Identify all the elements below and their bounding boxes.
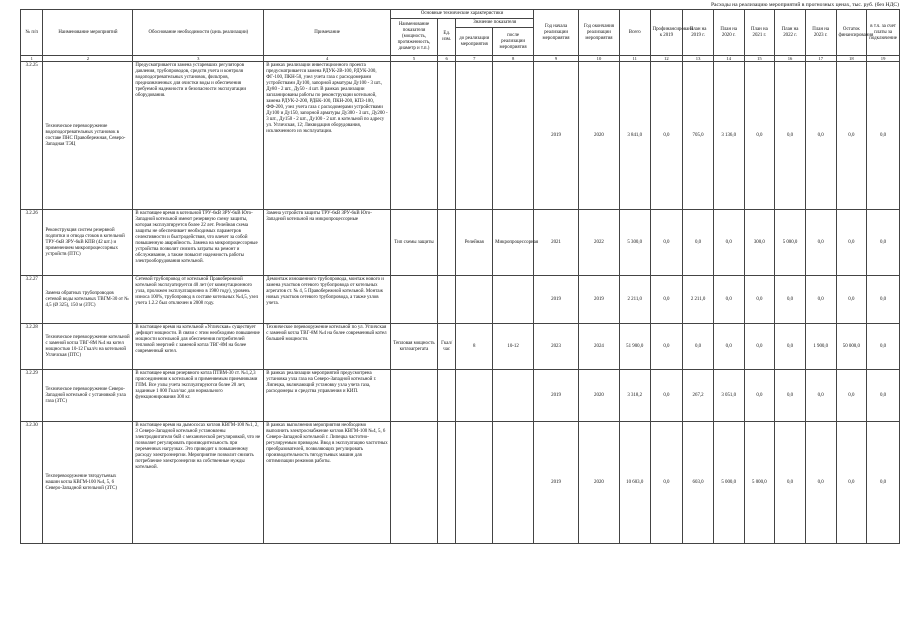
measure-reason: В настоящее время резервного котла ПТВМ-30 ст. №1,2,3 присоединения к котельной и применяемым приемниками ГПМ. Все узлы учета эксплуатируются более 20 лет, заданные 1 000 Гкал/час для нормального функционирования 300 кг. [133, 370, 264, 422]
table-row [21, 62, 900, 210]
cost-financed: 0,0 [650, 370, 683, 422]
cost-rest: 0,0 [836, 62, 867, 210]
column-number: 17 [805, 56, 836, 62]
cost-2023: 0,0 [805, 210, 836, 276]
value-before [456, 276, 493, 324]
measures-table [20, 9, 900, 544]
cost-2022: 0,0 [775, 62, 806, 210]
end-year: 2020 [579, 62, 620, 210]
param-name [390, 370, 437, 422]
measure-note: В рамках выполнения мероприятия необходимо выполнить электроснабжение котлов КВГМ-100 №4, 5, 6 Северо-Западной котельной г. Липецка частотно-регулируемым приводом. Ввод в эксплуатацию частотных преобразователей, позволяющих регулировать производительность тягодутьевых машин для оптимизации режимов работы. [264, 422, 391, 544]
param-unit [437, 370, 455, 422]
cost-financed: 0,0 [650, 324, 683, 370]
column-number: 1 [21, 56, 43, 62]
header-total: Всего [619, 10, 650, 56]
value-before: Релейная [456, 210, 493, 276]
value-after: 10-12 [493, 324, 534, 370]
param-unit [437, 210, 455, 276]
header-start-year: Год начала реализации мероприятия [534, 10, 579, 56]
param-name: Тепловая мощность котлоагрегата [390, 324, 437, 370]
table-row [21, 422, 900, 544]
measure-note: Замена устройств защиты ТРУ-6кВ ЗРУ-6кВ Юго-Западной котельной на микропроцессорные [264, 210, 391, 276]
column-number: 2 [43, 56, 133, 62]
cost-2019: 0,0 [683, 324, 714, 370]
cost-rest: 0,0 [836, 422, 867, 544]
header-rest: Остаток финансирования [836, 10, 867, 56]
param-unit [437, 276, 455, 324]
cost-rest: 0,0 [836, 210, 867, 276]
cost-financed: 0,0 [650, 62, 683, 210]
measure-name: Замена обратных трубопроводов сетевой воды котельных ТВГМ-30 от № 4,5 (Ø 325), 150 м (ЗТС) [43, 276, 133, 324]
cost-2022: 0,0 [775, 422, 806, 544]
table-row [21, 210, 900, 276]
row-number: 3.2.28 [21, 324, 43, 370]
cost-2020: 0,0 [713, 210, 744, 276]
param-name: Тип схемы защиты [390, 210, 437, 276]
header-2021: План на 2021 г. [744, 10, 775, 56]
measure-name: Техническое перевооружение водоподогревательных установок в составе ПНС Правобережная, Северо-Западная ТЭЦ [43, 62, 133, 210]
column-number: 19 [867, 56, 900, 62]
column-number: 16 [775, 56, 806, 62]
cost-financed: 0,0 [650, 422, 683, 544]
cost-2019: 267,2 [683, 370, 714, 422]
cost-2021: 0,0 [744, 370, 775, 422]
cost-2021: 0,0 [744, 324, 775, 370]
header-tech-group: Основные технические характеристики [390, 10, 533, 19]
cost-2023: 0,0 [805, 62, 836, 210]
param-unit [437, 62, 455, 210]
param-name [390, 422, 437, 544]
value-before [456, 62, 493, 210]
cost-2022: 5 000,0 [775, 210, 806, 276]
start-year: 2019 [534, 422, 579, 544]
column-number: 14 [713, 56, 744, 62]
cost-total: 3 841,0 [619, 62, 650, 210]
cost-2020: 3 051,0 [713, 370, 744, 422]
cost-total: 2 211,0 [619, 276, 650, 324]
cost-rest: 50 000,0 [836, 324, 867, 370]
measure-name: Реконструкция систем резервной подпитки и отвода стоков в котельной ТРУ-6кВ ЗРУ-6кВ КПВ (42 шт.) и применением микропроцессорных устройств (ПТС) [43, 210, 133, 276]
measure-reason: В настоящее время на котельной «Угличская» существует дефицит мощности. В связи с этим необходимо повышение мощности котельной для обеспечения потребителей тепловой энергией с заменой котла ТВГ-8М на более современный котел. [133, 324, 264, 370]
cost-2023: 0,0 [805, 276, 836, 324]
cost-2020: 5 000,0 [713, 422, 744, 544]
value-after: Микропроцессорная [493, 210, 534, 276]
cost-total: 3 318,2 [619, 370, 650, 422]
start-year: 2019 [534, 370, 579, 422]
measure-note: Демонтаж изношенного трубопровода, монтаж нового и замена участков сетевого трубопровода от котельных агрегатов ст. № 4, 5 Правобережной котельной. Монтаж новых участков сетевого трубопровода, а также узлов учета. [264, 276, 391, 324]
cost-2020: 0,0 [713, 324, 744, 370]
header-note: Примечание [264, 10, 391, 56]
top-note: Расходы на реализацию мероприятий в прогнозных ценах, тыс. руб. (без НДС) [710, 2, 899, 8]
value-after [493, 62, 534, 210]
cost-financed: 0,0 [650, 276, 683, 324]
header-reason: Обоснование необходимости (цель реализации) [133, 10, 264, 56]
header-param: Наименование показателя (мощность, протяженность, диаметр и т.п.) [390, 19, 437, 56]
start-year: 2021 [534, 210, 579, 276]
column-number: 5 [390, 56, 437, 62]
value-before [456, 422, 493, 544]
measure-name: Техперевооружение тягодутьевых машин котла КВГМ-100 №4, 5, 6 Северо-Западной котельной (ЗТС) [43, 422, 133, 544]
measure-name: Техническое перевооружение Северо-Западной котельной с установкой узла газа (ЗТС) [43, 370, 133, 422]
table-row [21, 370, 900, 422]
end-year: 2020 [579, 422, 620, 544]
cost-2020: 3 136,0 [713, 62, 744, 210]
header-2019: План на 2019 г. [683, 10, 714, 56]
row-number: 3.2.27 [21, 276, 43, 324]
header-financed: Профинансировано к 2019 [650, 10, 683, 56]
cost-connection: 0,0 [867, 370, 900, 422]
row-number: 3.2.25 [21, 62, 43, 210]
column-number: 3 [133, 56, 264, 62]
cost-2022: 0,0 [775, 370, 806, 422]
measure-reason: Предусматривается замена устаревших регуляторов давления, трубопроводов, средств учета и контроля водоподогревательных установок, фильтров, предназначенных для очистки воды и обеспечения требуемой надежности и безопасности эксплуатации оборудования. [133, 62, 264, 210]
cost-financed: 0,0 [650, 210, 683, 276]
measure-name: Техническое перевооружение котельной с заменой котла ТВГ-8М №4 на котел мощностью 10-12 Гкал/ч на котельной Угличская (ПТС) [43, 324, 133, 370]
header-unit: Ед. изм. [437, 19, 455, 56]
cost-total: 10 603,0 [619, 422, 650, 544]
value-after [493, 422, 534, 544]
cost-2023: 1 900,0 [805, 324, 836, 370]
cost-connection: 0,0 [867, 324, 900, 370]
value-after [493, 370, 534, 422]
cost-2019: 603,0 [683, 422, 714, 544]
cost-2020: 0,0 [713, 276, 744, 324]
start-year: 2023 [534, 324, 579, 370]
cost-2021: 5 000,0 [744, 422, 775, 544]
cost-connection: 0,0 [867, 422, 900, 544]
measure-note: В рамках реализации мероприятий предусмотрена установка узла газа на Северо-Западной котельной г. Липецка, включающий установку узла учета газа, расходомеры и средства управления и КИП. [264, 370, 391, 422]
column-number: 6 [437, 56, 455, 62]
cost-2021: 0,0 [744, 62, 775, 210]
header-end-year: Год окончания реализации мероприятия [579, 10, 620, 56]
cost-2022: 0,0 [775, 276, 806, 324]
value-after [493, 276, 534, 324]
header-name: Наименование мероприятий [43, 10, 133, 56]
measure-reason: В настоящее время в котельной ТРУ-6кВ ЗРУ-6кВ Юго-Западной котельной имеют резервную схему защиты, которая эксплуатируется более 22 лет. Релейная схема защиты не обеспечивает необходимых параметров селективности и быстродействия, что влечет за собой повышенную аварийность. Замена на микропроцессорные устройства позволит снизить затраты на ремонт и обслуживание, а также повысит надежность работы электрооборудования котельной. [133, 210, 264, 276]
column-number: 11 [619, 56, 650, 62]
row-number: 3.2.29 [21, 370, 43, 422]
row-number: 3.2.30 [21, 422, 43, 544]
cost-rest: 0,0 [836, 276, 867, 324]
column-number: 4 [264, 56, 391, 62]
table-row [21, 324, 900, 370]
param-name [390, 62, 437, 210]
header-before: до реализации мероприятия [456, 28, 493, 56]
cost-total: 5 300,0 [619, 210, 650, 276]
header-2020: План на 2020 г. [713, 10, 744, 56]
column-number: 18 [836, 56, 867, 62]
end-year: 2019 [579, 276, 620, 324]
cost-2022: 0,0 [775, 324, 806, 370]
cost-2023: 0,0 [805, 422, 836, 544]
header-2023: План на 2023 г. [805, 10, 836, 56]
header-2022: План на 2022 г. [775, 10, 806, 56]
measure-reason: Сетевой трубопровод от котельной Правобережной котельной эксплуатируется 40 лет (от коммутационного узла, проложен эксплуатационно в 1980 году), уровень износа 100%, трубопровод в составе котельных №4,5, узел учета 1.2.2 был отключен в 2008 году. [133, 276, 264, 324]
measure-reason: В настоящее время на дымососах котлов КВГМ-100 №1, 2, 3 Северо-Западной котельной установлены электродвигатели 6кВ с механической регулировкой, что не позволяет регулировать производительность при переменных нагрузках. Это приводит к повышенному расходу электроэнергии. Мероприятие позволит снизить потребление электроэнергии на собственные нужды котельной. [133, 422, 264, 544]
cost-2019: 705,0 [683, 62, 714, 210]
cost-connection: 0,0 [867, 210, 900, 276]
header-no: № п/п [21, 10, 43, 56]
column-number: 15 [744, 56, 775, 62]
column-number: 10 [579, 56, 620, 62]
start-year: 2019 [534, 276, 579, 324]
cost-total: 51 900,0 [619, 324, 650, 370]
start-year: 2019 [534, 62, 579, 210]
table-row [21, 276, 900, 324]
value-before [456, 370, 493, 422]
cost-2019: 2 211,0 [683, 276, 714, 324]
cost-2021: 300,0 [744, 210, 775, 276]
column-number: 9 [534, 56, 579, 62]
row-number: 3.2.26 [21, 210, 43, 276]
header-connection: в т.ч. за счет платы за подключение [867, 10, 900, 56]
column-number: 12 [650, 56, 683, 62]
cost-connection: 0,0 [867, 62, 900, 210]
end-year: 2022 [579, 210, 620, 276]
value-before: 8 [456, 324, 493, 370]
measure-note: Техническое перевооружение котельной по ул. Угличская с заменой котла ТВГ-8М №4 на более современный котел большей мощности. [264, 324, 391, 370]
cost-connection: 0,0 [867, 276, 900, 324]
param-name [390, 276, 437, 324]
param-unit [437, 422, 455, 544]
header-values-group: Значение показателя [456, 19, 534, 28]
measure-note: В рамках реализации инвестиционного проекта предусматривается замена РДУК-2В-100, РДУК-200, ФГ-100, ПКН-50, узел учета газа с расходомерами устройствами Ду100, запорной арматуры Ду100 - 3 шт., Ду80 - 2 шт., Ду50 - 4 шт. В рамках реализации запланированы работы по реконструкции котельной, замена РДУК-2-200, РДБК-100, ПКН-200, КПЗ-100, ФФ-200, узел учета газа с расходомерами устройствами Ду100 и Ду150, запорной арматуры Ду300 - 3 шт., Ду200 - 3 шт., Ду150 - 2 шт., Ду100 - 2 шт. в котельной по адресу ул. Угличская, 12; Ликвидация оборудования, исключенного из эксплуатации. [264, 62, 391, 210]
end-year: 2024 [579, 324, 620, 370]
cost-rest: 0,0 [836, 370, 867, 422]
param-unit: Гкал/час [437, 324, 455, 370]
header-after: после реализации мероприятия [493, 28, 534, 56]
column-number: 7 [456, 56, 493, 62]
end-year: 2020 [579, 370, 620, 422]
column-number: 8 [493, 56, 534, 62]
cost-2019: 0,0 [683, 210, 714, 276]
cost-2023: 0,0 [805, 370, 836, 422]
cost-2021: 0,0 [744, 276, 775, 324]
column-number: 13 [683, 56, 714, 62]
